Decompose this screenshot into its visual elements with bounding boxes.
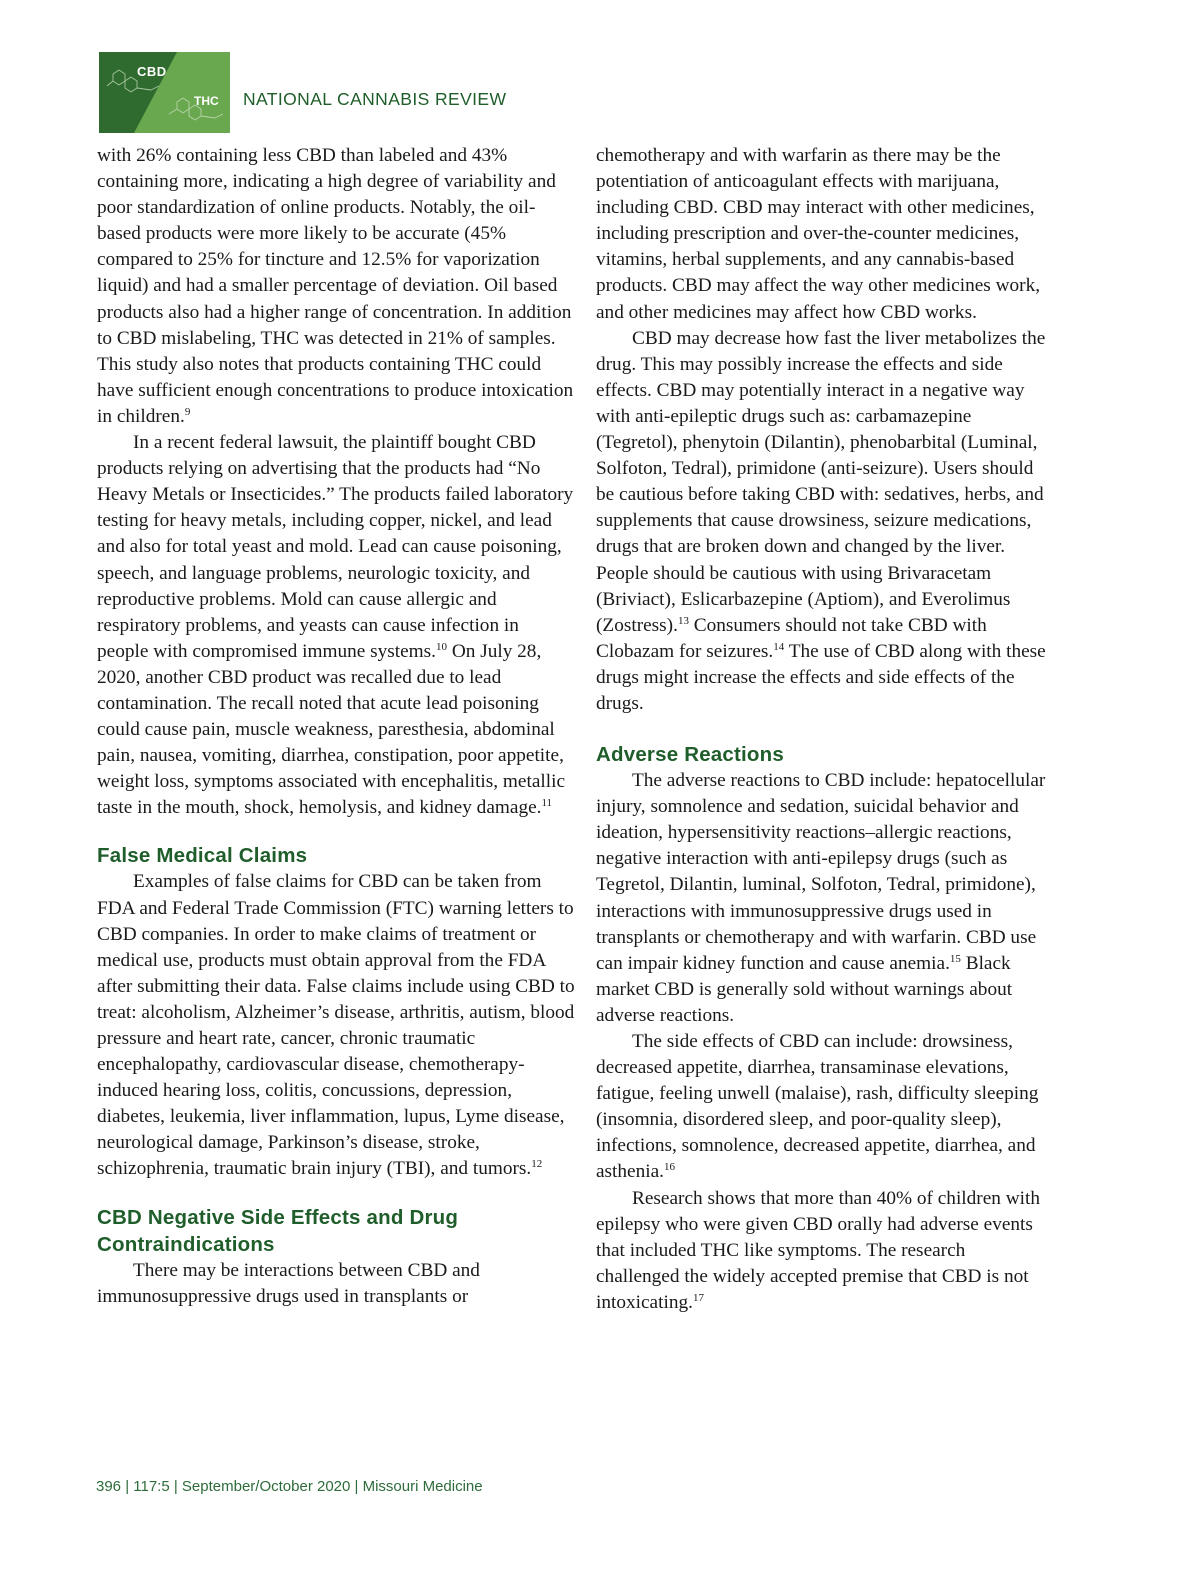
body-paragraph: Examples of false claims for CBD can be taken from FDA and Federal Trade Commission (FTC) warning letters to CBD companies. In order to make claims of treatment or medical use, products must obtain approval from the FDA after submitting their data. False claims include using CBD to treat: alcoholism, Alzheimer’s disease, arthritis, autism, blood pressure and heart rate, cancer, chronic traumatic encephalopathy, cardiovascular disease, chemotherapy-induced hearing loss, colitis, concussions, depression, diabetes, leukemia, liver inflammation, lupus, Lyme disease, neurological damage, Parkinson’s disease, stroke, schizophrenia, traumatic brain injury (TBI), and tumors.$^{12}$ (97, 871, 575, 1180)
body-paragraph: In a recent federal lawsuit, the plaintiff bought CBD products relying on advertising that the products had “No Heavy Metals or Insecticides.” The products failed laboratory testing for heavy metals, including copper, nickel, and lead and also for total yeast and mold. Lead can cause poisoning, speech, and language problems, neurologic toxicity, and reproductive problems. Mold can cause allergic and respiratory problems, and yeasts can cause infection in people with compromised immune systems.$^{10}$ On July 28, 2020, another CBD product was recalled due to lead contamination. The recall noted that acute lead poisoning could cause pain, muscle weakness, paresthesia, abdominal pain, nausea, vomiting, diarrhea, constipation, poor appetite, weight loss, symptoms associated with encephalitis, metallic taste in the mouth, shock, hemolysis, and kidney damage.$^{11}$ (97, 432, 574, 819)
body-paragraph: CBD may decrease how fast the liver metabolizes the drug. This may possibly increase the effects and side effects. CBD may potentially interact in a negative way with anti-epileptic drugs such as: carbamazepine (Tegretol), phenytoin (Dilantin), phenobarbital (Luminal, Solfoton, Tedral), primidone (anti-seizure). Users should be cautious before taking CBD with: sedatives, herbs, and supplements that cause drowsiness, seizure medications, drugs that are broken down and changed by the liver. People should be cautious with using Brivaracetam (Briviact), Eslicarbazepine (Aptiom), and Everolimus (Zostress).$^{13}$ Consumers should not take CBD with Clobazam for seizures.$^{14}$ The use of CBD along with these drugs might increase the effects and side effects of the drugs. (596, 327, 1046, 714)
reference-number: 16 (664, 1161, 675, 1174)
section-heading-adverse-reactions: Adverse Reactions (596, 743, 784, 767)
section-label: NATIONAL CANNABIS REVIEW (243, 89, 507, 109)
logo-cbd-text: CBD (137, 64, 167, 79)
page-footer: 396 | 117:5 | September/October 2020 | Missouri Medicine (96, 1478, 483, 1495)
left-column (97, 143, 575, 1310)
body-paragraph: There may be interactions between CBD and immunosuppressive drugs used in transplants or (97, 1259, 480, 1307)
cbd-thc-logo (99, 52, 230, 133)
body-paragraph: with 26% containing less CBD than labeled and 43% containing more, indicating a high degree of variability and poor standardization of online products. Notably, the oil-based products were more likely to be accurate (45% compared to 25% for tincture and 12.5% for vaporization liquid) and had a smaller percentage of deviation. Oil based products also had a higher range of concentration. In addition to CBD mislabeling, THC was detected in 21% of samples. This study also notes that products containing THC could have sufficient enough concentrations to produce intoxication in children.$^9$ (97, 145, 574, 427)
section-heading-side-effects: CBD Negative Side Effects and Drug Contraindications (97, 1205, 459, 1256)
body-paragraph: The adverse reactions to CBD include: hepatocellular injury, somnolence and sedation, suicidal behavior and ideation, hypersensitivity reactions–allergic reactions, negative interaction with anti-epilepsy drugs (such as Tegretol, Dilantin, luminal, Solfoton, Tedral, primidone), interactions with immunosuppressive drugs used in transplants or chemotherapy and with warfarin. CBD use can impair kidney function and cause anemia.$^{15}$ Black market CBD is generally sold without warnings about adverse reactions. (596, 770, 1046, 1026)
reference-number: 13 (677, 614, 689, 627)
right-column (596, 143, 1046, 1316)
reference-number: 17 (692, 1291, 704, 1304)
reference-number: 9 (184, 405, 191, 418)
body-paragraph: Research shows that more than 40% of children with epilepsy who were given CBD orally had adverse events that included THC like symptoms. The research challenged the widely accepted premise that CBD is not intoxicating.$^{17}$ (596, 1187, 1041, 1313)
reference-number: 12 (531, 1158, 543, 1171)
section-heading-false-claims: False Medical Claims (97, 844, 308, 868)
logo-thc-text: THC (194, 94, 219, 108)
reference-number: 15 (949, 952, 961, 965)
reference-number: 14 (773, 640, 785, 653)
reference-number: 10 (436, 640, 447, 653)
reference-number: 11 (541, 797, 553, 810)
body-paragraph: chemotherapy and with warfarin as there may be the potentiation of anticoagulant effects with marijuana, including CBD. CBD may interact with other medicines, including prescription and over-the-counter medicines, vitamins, herbal supplements, and any cannabis-based products. CBD may affect the way other medicines work, and other medicines may affect how CBD works. (596, 145, 1041, 323)
body-paragraph: The side effects of CBD can include: drowsiness, decreased appetite, diarrhea, transaminase elevations, fatigue, feeling unwell (malaise), rash, difficulty sleeping (insomnia, disordered sleep, and poor-quality sleep), infections, somnolence, decreased appetite, diarrhea, and asthenia.$^{16}$ (596, 1031, 1039, 1183)
